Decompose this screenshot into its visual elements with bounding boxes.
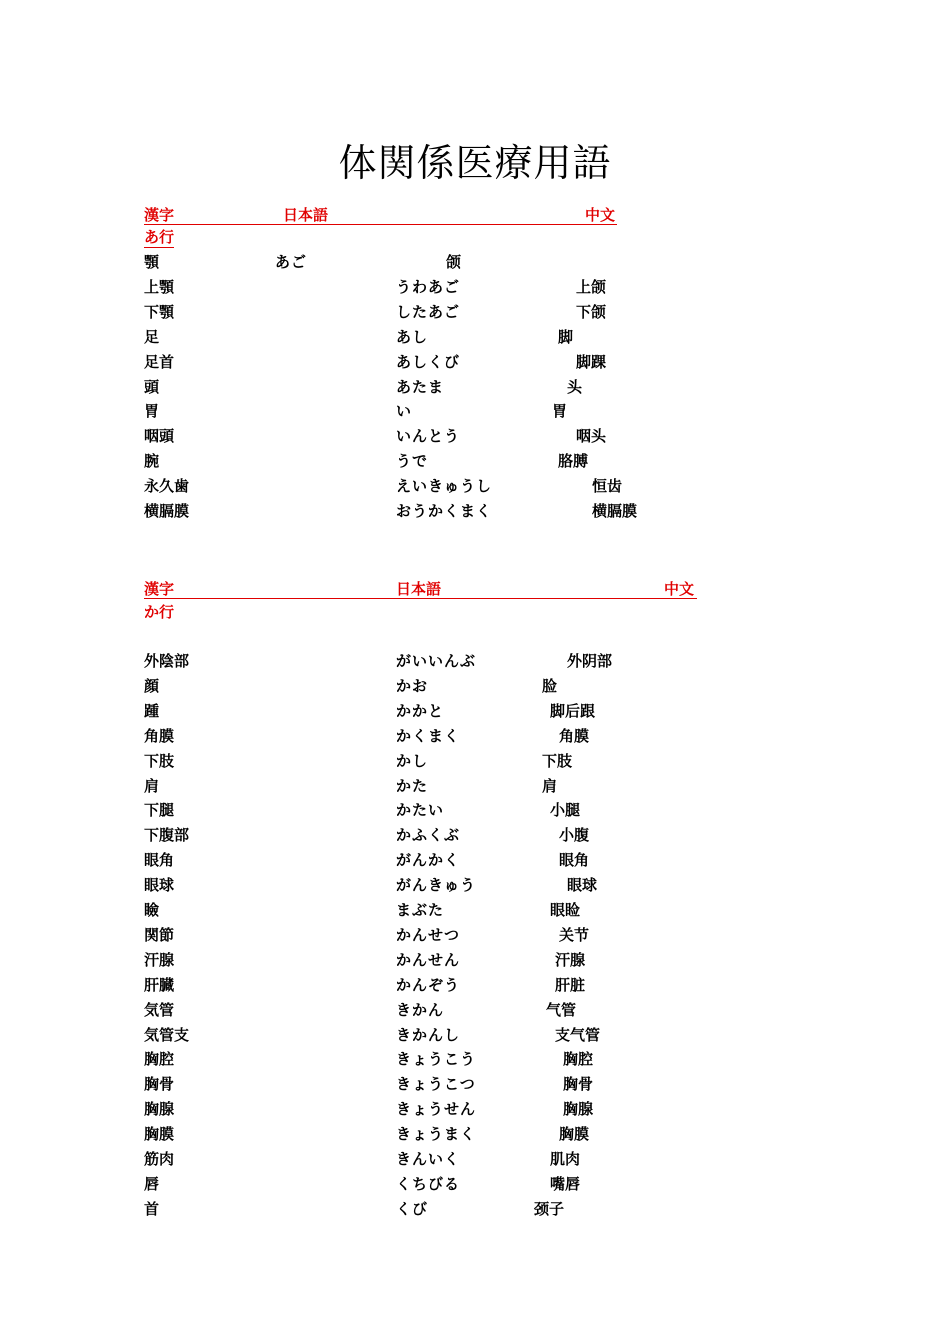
kanji-cell: 顎 (144, 253, 160, 271)
section2-header (144, 576, 697, 599)
japanese-cell: あし (396, 327, 429, 346)
chinese-cell: 胸腺 (563, 1100, 594, 1119)
table-row (0, 923, 950, 947)
section2-label: か行 (144, 603, 175, 621)
chinese-cell: 下肢 (542, 751, 573, 770)
kanji-cell: 気管 (144, 1000, 175, 1019)
chinese-cell: 肝脏 (555, 975, 586, 994)
kanji-cell: 角膜 (144, 726, 175, 745)
table-row (0, 848, 950, 872)
japanese-cell: きょうこつ (396, 1075, 476, 1094)
kanji-cell: 瞼 (144, 901, 160, 919)
chinese-cell: 下颌 (576, 302, 607, 321)
chinese-cell: 上颌 (576, 277, 607, 296)
japanese-cell: がんきゅう (396, 876, 477, 895)
header-kanji: 漢字 (144, 580, 175, 598)
japanese-cell: かお (396, 676, 429, 695)
chinese-cell: 外阴部 (567, 652, 613, 670)
table-row (0, 399, 950, 423)
kanji-cell: 関節 (144, 925, 175, 944)
japanese-cell: まぶた (396, 901, 445, 919)
table-row (0, 1072, 950, 1096)
table-row (0, 300, 950, 324)
kanji-cell: 筋肉 (144, 1150, 175, 1168)
kanji-cell: 首 (144, 1199, 160, 1218)
section1-label: あ行 (144, 228, 175, 246)
section1-header (144, 202, 617, 225)
japanese-cell: い (396, 402, 413, 421)
kanji-cell: 眼角 (144, 851, 175, 870)
chinese-cell: 眼球 (567, 876, 598, 895)
table-row (0, 375, 950, 399)
table-row (0, 1047, 950, 1071)
kanji-cell: 下肢 (144, 751, 175, 770)
chinese-cell: 恒齿 (592, 477, 623, 496)
japanese-cell: かくまく (396, 726, 461, 745)
chinese-cell: 头 (567, 377, 583, 396)
japanese-cell: くちびる (396, 1174, 461, 1193)
japanese-cell: がんかく (396, 851, 461, 870)
japanese-cell: がいいんぶ (396, 652, 477, 670)
japanese-cell: きょうまく (396, 1125, 477, 1144)
table-row (0, 898, 950, 922)
table-row (0, 1023, 950, 1047)
japanese-cell: おうかくまく (396, 502, 493, 520)
table-row (0, 873, 950, 897)
kanji-cell: 永久歯 (144, 477, 190, 496)
kanji-cell: 肝臓 (144, 975, 175, 994)
chinese-cell: 胸膜 (559, 1125, 590, 1144)
table-row (0, 1147, 950, 1171)
kanji-cell: 横膈膜 (144, 502, 190, 520)
kanji-cell: 上顎 (144, 277, 175, 296)
table-row (0, 724, 950, 748)
table-row (0, 449, 950, 473)
kanji-cell: 足首 (144, 352, 175, 371)
japanese-cell: かかと (396, 701, 445, 720)
japanese-cell: きょうこう (396, 1050, 477, 1069)
chinese-cell: 脚后跟 (550, 701, 596, 720)
japanese-cell: きかん (396, 1000, 445, 1019)
kanji-cell: 胃 (144, 402, 160, 421)
header-japanese: 日本語 (396, 580, 442, 598)
table-row (0, 649, 950, 673)
japanese-cell: かし (396, 751, 429, 770)
japanese-cell: かた (396, 776, 429, 795)
kanji-cell: 胸膜 (144, 1125, 175, 1144)
kanji-cell: 眼球 (144, 876, 175, 895)
japanese-cell: かんぞう (396, 975, 461, 994)
table-row (0, 1097, 950, 1121)
chinese-cell: 胳膊 (558, 452, 589, 471)
chinese-cell: 肩 (542, 776, 558, 795)
table-row (0, 350, 950, 374)
chinese-cell: 小腿 (550, 801, 581, 820)
kanji-cell: 咽頭 (144, 427, 175, 446)
japanese-cell: いんとう (396, 427, 461, 446)
table-row (0, 1172, 950, 1196)
japanese-cell: かたい (396, 801, 445, 820)
table-row (0, 749, 950, 773)
table-row (0, 474, 950, 498)
table-row (0, 798, 950, 822)
table-row (0, 948, 950, 972)
kanji-cell: 胸腺 (144, 1100, 175, 1119)
japanese-cell: えいきゅうし (396, 477, 493, 496)
kanji-cell: 下腿 (144, 801, 175, 820)
table-row (0, 674, 950, 698)
kanji-cell: 顔 (144, 676, 160, 695)
table-row (0, 1197, 950, 1221)
chinese-cell: 胃 (552, 402, 568, 421)
table-row (0, 823, 950, 847)
japanese-cell: かんせつ (396, 925, 461, 944)
chinese-cell: 关节 (559, 925, 590, 944)
table-row (0, 998, 950, 1022)
table-row (0, 424, 950, 448)
kanji-cell: 足 (144, 327, 160, 346)
japanese-cell: したあご (396, 302, 461, 321)
japanese-cell: うで (396, 452, 429, 471)
table-row (0, 699, 950, 723)
table-row (0, 774, 950, 798)
japanese-cell: あたま (396, 377, 445, 396)
chinese-cell: 颌 (446, 253, 462, 271)
header-chinese: 中文 (585, 206, 616, 224)
kanji-cell: 汗腺 (144, 950, 175, 969)
chinese-cell: 脸 (542, 676, 558, 695)
chinese-cell: 肌肉 (550, 1150, 581, 1168)
table-row (0, 973, 950, 997)
japanese-cell: きょうせん (396, 1100, 477, 1119)
kanji-cell: 肩 (144, 776, 160, 795)
japanese-cell: くび (396, 1199, 429, 1218)
table-row (0, 1122, 950, 1146)
chinese-cell: 小腹 (559, 826, 590, 845)
chinese-cell: 胸腔 (563, 1050, 594, 1069)
japanese-cell: うわあご (396, 277, 461, 296)
chinese-cell: 眼睑 (550, 901, 581, 919)
japanese-cell: あご (275, 253, 308, 271)
table-row (0, 275, 950, 299)
kanji-cell: 下顎 (144, 302, 175, 321)
kanji-cell: 外陰部 (144, 652, 190, 670)
table-row (0, 250, 950, 274)
header-kanji: 漢字 (144, 206, 175, 224)
chinese-cell: 脚踝 (576, 352, 607, 371)
chinese-cell: 胸骨 (563, 1075, 594, 1094)
chinese-cell: 嘴唇 (550, 1174, 581, 1193)
kanji-cell: 胸骨 (144, 1075, 175, 1094)
japanese-cell: きかんし (396, 1025, 461, 1044)
japanese-cell: かんせん (396, 950, 461, 969)
chinese-cell: 脚 (558, 327, 574, 346)
kanji-cell: 下腹部 (144, 826, 190, 845)
kanji-cell: 胸腔 (144, 1050, 175, 1069)
chinese-cell: 眼角 (559, 851, 590, 870)
chinese-cell: 汗腺 (555, 950, 586, 969)
japanese-cell: きんいく (396, 1150, 461, 1168)
chinese-cell: 角膜 (559, 726, 590, 745)
chinese-cell: 横膈膜 (592, 502, 638, 520)
header-chinese: 中文 (664, 580, 695, 598)
page-title: 体関係医療用語 (338, 141, 612, 185)
kanji-cell: 気管支 (144, 1025, 190, 1044)
chinese-cell: 咽头 (576, 427, 607, 446)
japanese-cell: あしくび (396, 352, 461, 371)
chinese-cell: 气管 (546, 1000, 577, 1019)
header-japanese: 日本語 (283, 206, 329, 224)
table-row (0, 325, 950, 349)
chinese-cell: 颈子 (534, 1199, 565, 1218)
kanji-cell: 踵 (144, 701, 160, 720)
kanji-cell: 腕 (144, 452, 160, 471)
kanji-cell: 唇 (144, 1174, 160, 1193)
chinese-cell: 支气管 (555, 1025, 601, 1044)
kanji-cell: 頭 (144, 377, 160, 396)
table-row (0, 499, 950, 523)
japanese-cell: かふくぶ (396, 826, 461, 845)
